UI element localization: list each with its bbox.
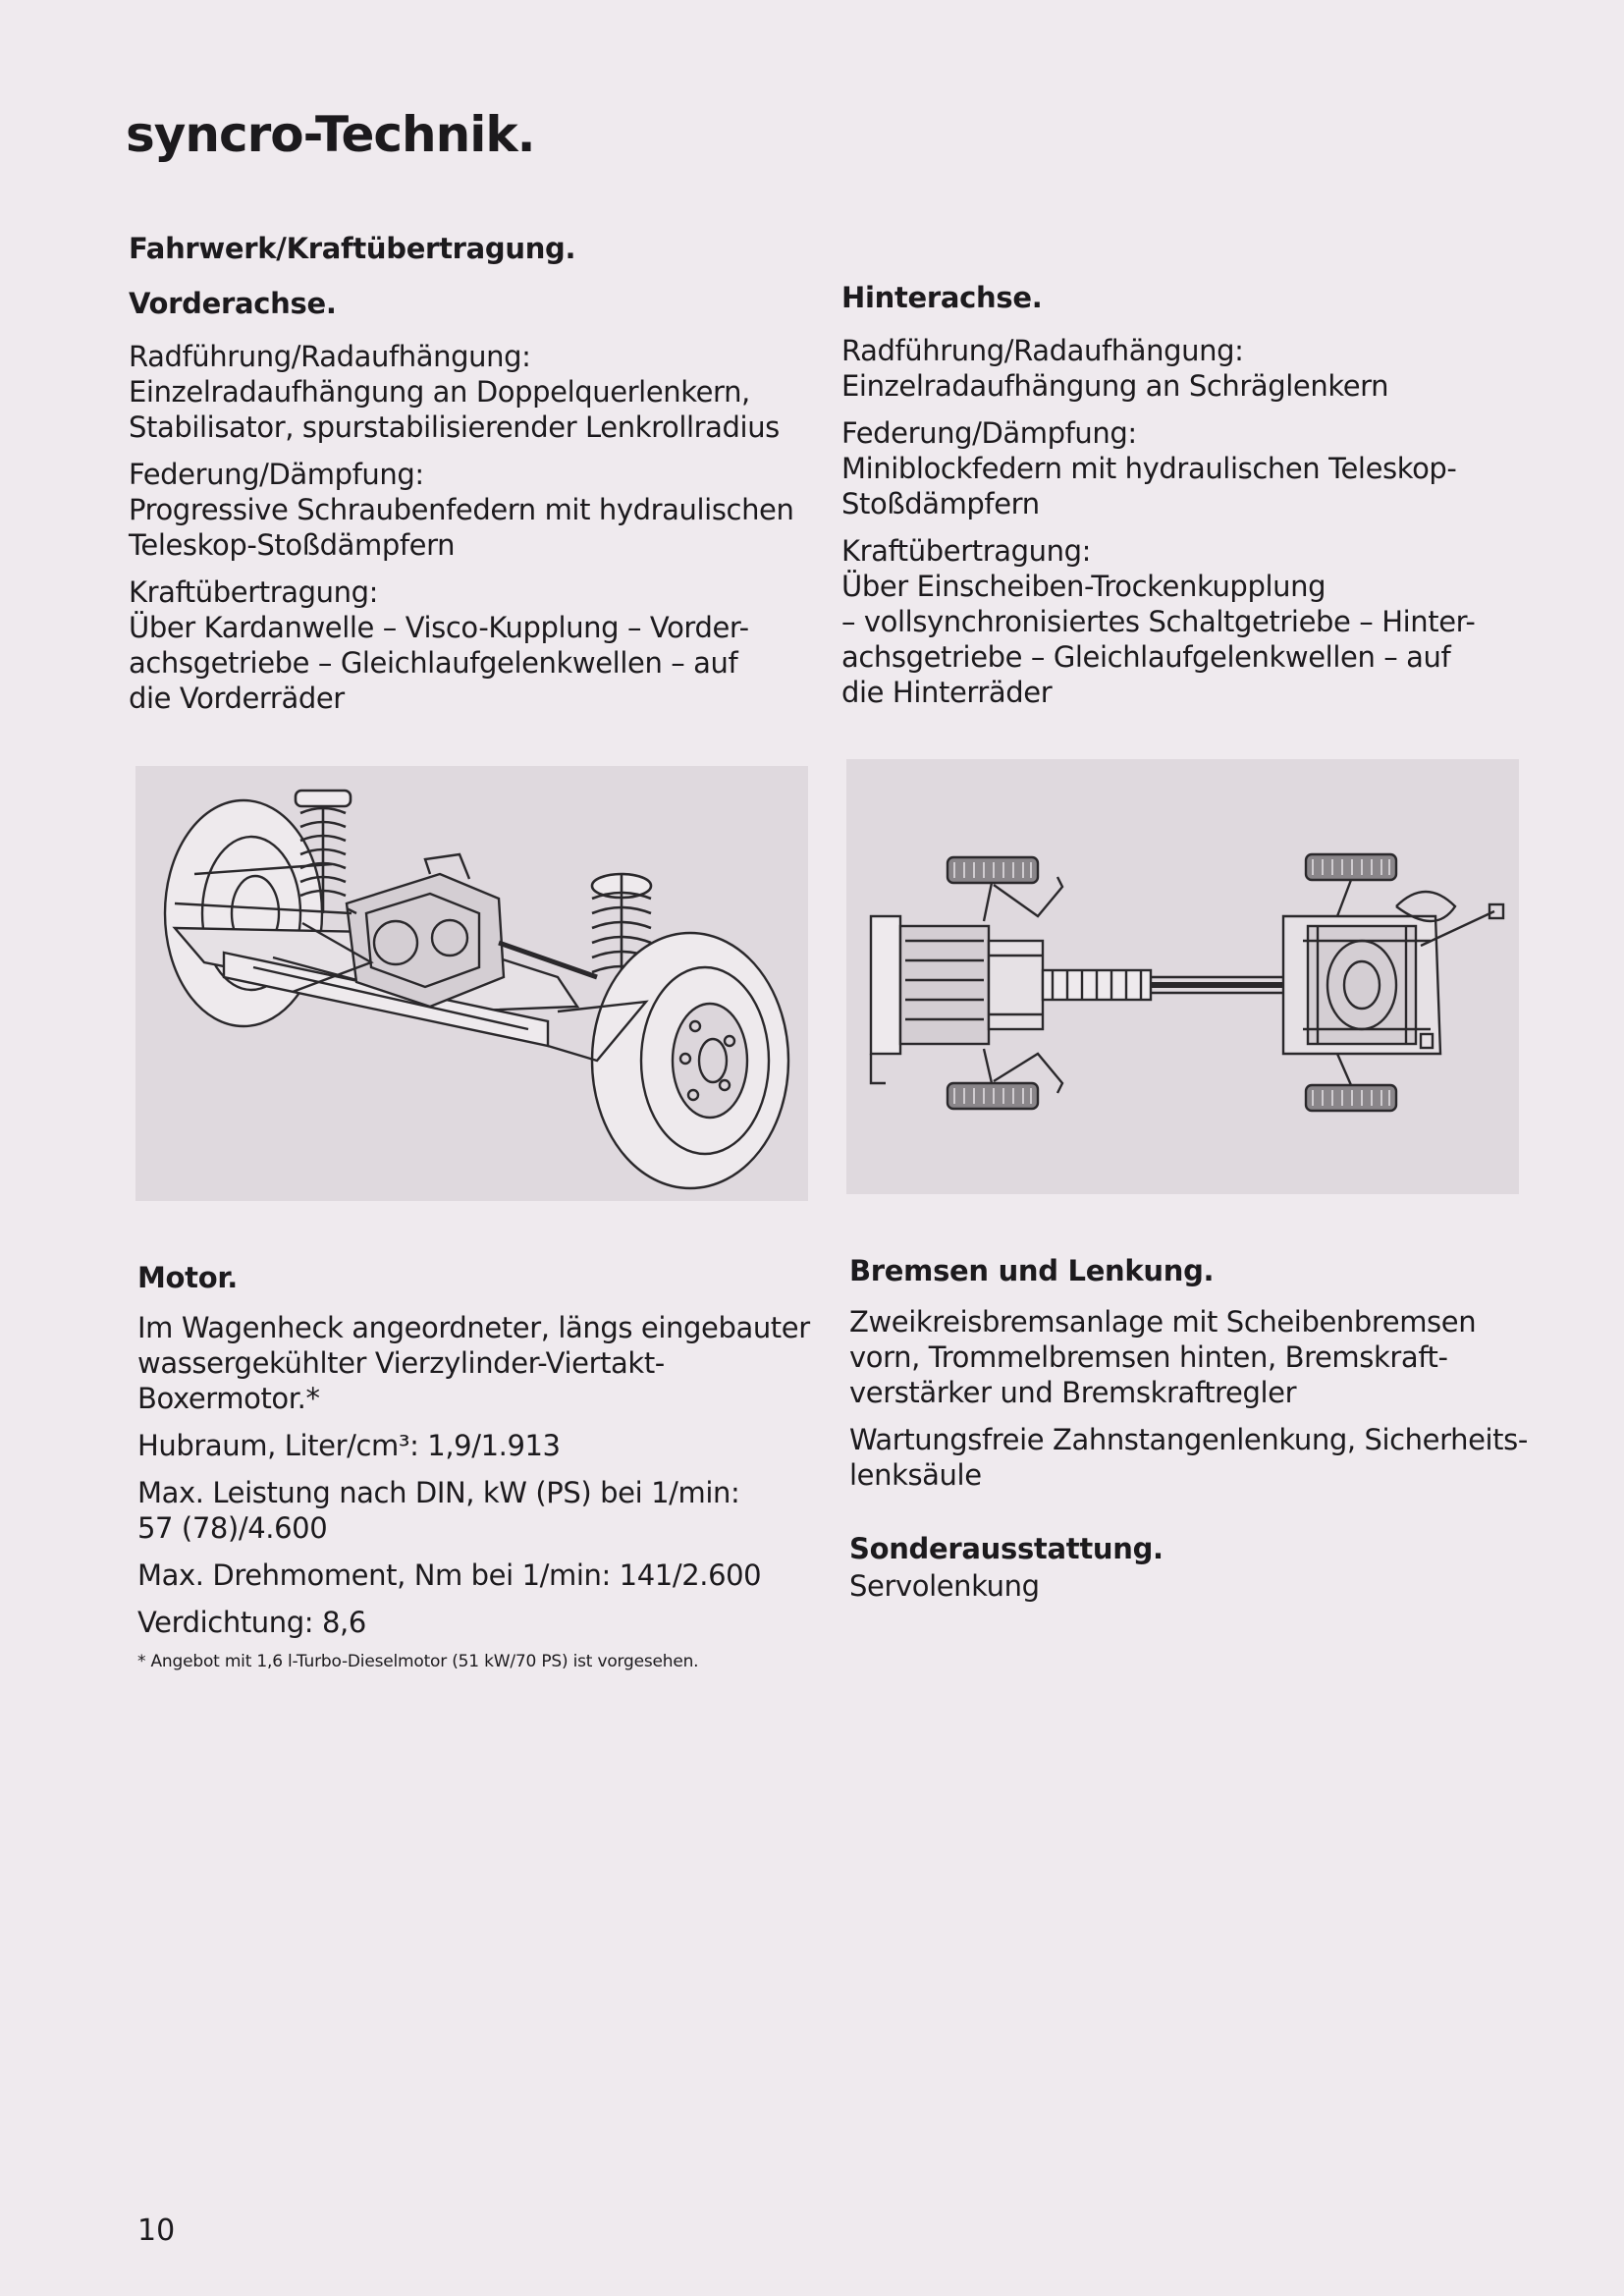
special-para-1: Servolenkung <box>849 1569 1040 1603</box>
rear-axle-para-3: Kraftübertragung: Über Einscheiben-Trockenkupplung – vollsynchronisiertes Schaltgetriebe – Hinter- achsgetriebe – Gleichlaufgelenkwellen – auf die Hinterräder <box>841 534 1476 709</box>
front-axle-para-3: Kraftübertragung: Über Kardanwelle – Visco-Kupplung – Vorder- achsgetriebe – Gleichlaufgelenkwellen – auf die Vorderräder <box>129 575 749 715</box>
front-axle-heading: Vorderachse. <box>129 287 337 320</box>
brakes-text <box>849 1304 1556 1504</box>
brakes-para-2: Wartungsfreie Zahnstangenlenkung, Sicherheits- lenksäule <box>849 1423 1528 1492</box>
brakes-para-1: Zweikreisbremsanlage mit Scheibenbremsen vorn, Trommelbremsen hinten, Bremskraft- verstärker und Bremskraftregler <box>849 1305 1477 1409</box>
motor-para-5: Verdichtung: 8,6 <box>137 1606 366 1639</box>
special-text <box>849 1568 1556 1615</box>
page-title: syncro-Technik. <box>126 106 535 163</box>
rear-axle-heading: Hinterachse. <box>841 281 1043 314</box>
chassis-illustration <box>846 759 1519 1194</box>
motor-para-4: Max. Drehmoment, Nm bei 1/min: 141/2.600 <box>137 1558 762 1592</box>
motor-para-1: Im Wagenheck angeordneter, längs eingebauter wassergekühlter Vierzylinder-Viertakt-Boxermotor.* <box>137 1311 810 1415</box>
chassis-drawing <box>846 759 1519 1194</box>
motor-text <box>137 1310 844 1652</box>
front-axle-para-2: Federung/Dämpfung: Progressive Schraubenfedern mit hydraulischen Teleskop-Stoßdämpfern <box>129 458 794 562</box>
brakes-heading: Bremsen und Lenkung. <box>849 1254 1215 1287</box>
motor-heading: Motor. <box>137 1261 238 1294</box>
front-axle-drawing <box>135 766 808 1201</box>
page-number: 10 <box>137 2214 176 2248</box>
rear-axle-para-1: Radführung/Radaufhängung: Einzelradaufhängung an Schräglenkern <box>841 334 1389 403</box>
section-title: Fahrwerk/Kraftübertragung. <box>129 232 576 265</box>
front-axle-para-1: Radführung/Radaufhängung: Einzelradaufhängung an Doppelquerlenkern, Stabilisator, spurstabilisierender Lenkrollradius <box>129 340 780 444</box>
rear-axle-text <box>841 333 1529 722</box>
special-heading: Sonderausstattung. <box>849 1532 1164 1565</box>
front-axle-illustration <box>135 766 808 1201</box>
front-axle-text <box>129 339 816 728</box>
motor-para-3: Max. Leistung nach DIN, kW (PS) bei 1/min: 57 (78)/4.600 <box>137 1476 740 1545</box>
motor-para-2: Hubraum, Liter/cm³: 1,9/1.913 <box>137 1429 561 1462</box>
motor-footnote: * Angebot mit 1,6 l-Turbo-Dieselmotor (51 kW/70 PS) ist vorgesehen. <box>137 1652 699 1671</box>
rear-axle-para-2: Federung/Dämpfung: Miniblockfedern mit hydraulischen Teleskop- Stoßdämpfern <box>841 416 1457 520</box>
